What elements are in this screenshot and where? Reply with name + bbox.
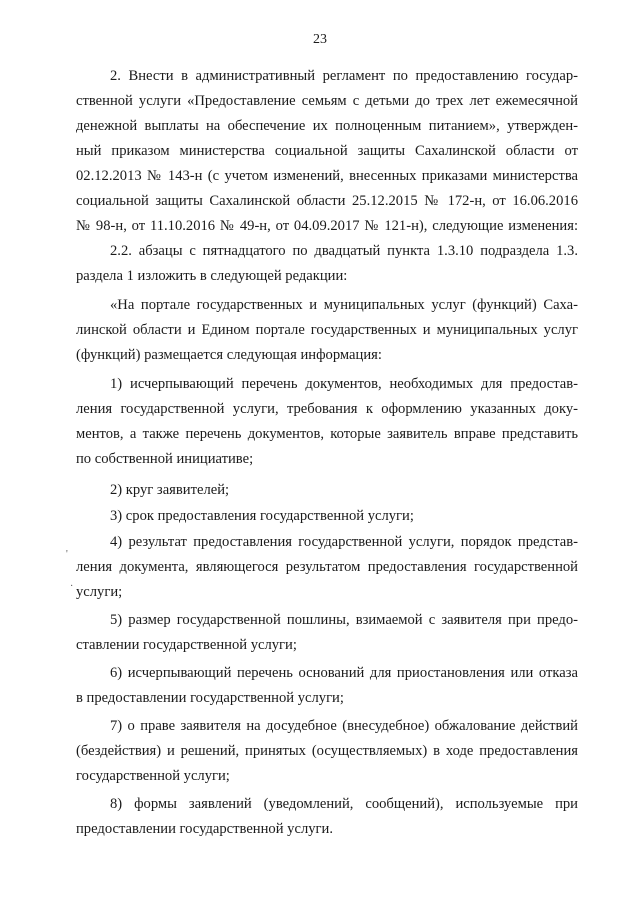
text-line: ментов, а также перечень документов, которые заявитель вправе представить [76,426,578,442]
page-number: 23 [313,32,327,47]
text-line: 2.2. абзацы с пятнадцатого по двадцатый пункта 1.3.10 подраздела 1.3. [110,243,578,259]
text-line: по собственной инициативе; [76,451,254,467]
text-line: 8) формы заявлений (уведомлений, сообщений), используемые при [110,796,578,812]
text-line: услуги; [76,584,123,600]
text-line: 1) исчерпывающий перечень документов, необходимых для предостав- [110,376,578,392]
text-line: ственной услуги «Предоставление семьям с детьми до трех лет ежемесячной [76,93,578,109]
text-line: (бездействия) и решений, принятых (осуществляемых) в ходе предоставления [76,743,578,759]
text-line: 5) размер государственной пошлины, взимаемой с заявителя при предо- [110,612,578,628]
text-line: ления государственной услуги, требования к оформлению указанных доку- [76,401,578,417]
text-line: денежной выплаты на обеспечение их полноценным питанием», утвержден- [76,118,578,134]
scan-artifact: ' [66,549,68,560]
text-line: предоставлении государственной услуги. [76,821,333,837]
scan-artifact: · [70,581,74,592]
text-line: ставлении государственной услуги; [76,637,297,653]
text-line: ления документа, являющегося результатом предоставления государственной [76,559,578,575]
text-line: 7) о праве заявителя на досудебное (внесудебное) обжалование действий [110,718,578,734]
text-line: «На портале государственных и муниципальных услуг (функций) Саха- [110,297,578,313]
text-line: № 98-н, от 11.10.2016 № 49-н, от 04.09.2017 № 121-н), следующие изменения: [76,218,578,234]
text-line: в предоставлении государственной услуги; [76,690,344,706]
text-line: 3) срок предоставления государственной услуги; [110,508,414,524]
text-line: раздела 1 изложить в следующей редакции: [76,268,348,284]
text-line: 2) круг заявителей; [110,482,230,498]
text-line: 6) исчерпывающий перечень оснований для приостановления или отказа [110,665,578,681]
text-line: ный приказом министерства социальной защиты Сахалинской области от [76,143,578,159]
text-line: 4) результат предоставления государственной услуги, порядок представ- [110,534,578,550]
text-line: линской области и Едином портале государственных и муниципальных услуг [76,322,578,338]
text-line: 2. Внести в административный регламент по предоставлению государ- [110,68,578,84]
text-line: государственной услуги; [76,768,230,784]
text-line: 02.12.2013 № 143-н (с учетом изменений, внесенных приказами министерства [76,168,578,184]
text-line: социальной защиты Сахалинской области 25.12.2015 № 172-н, от 16.06.2016 [76,193,578,209]
text-line: (функций) размещается следующая информация: [76,347,382,363]
